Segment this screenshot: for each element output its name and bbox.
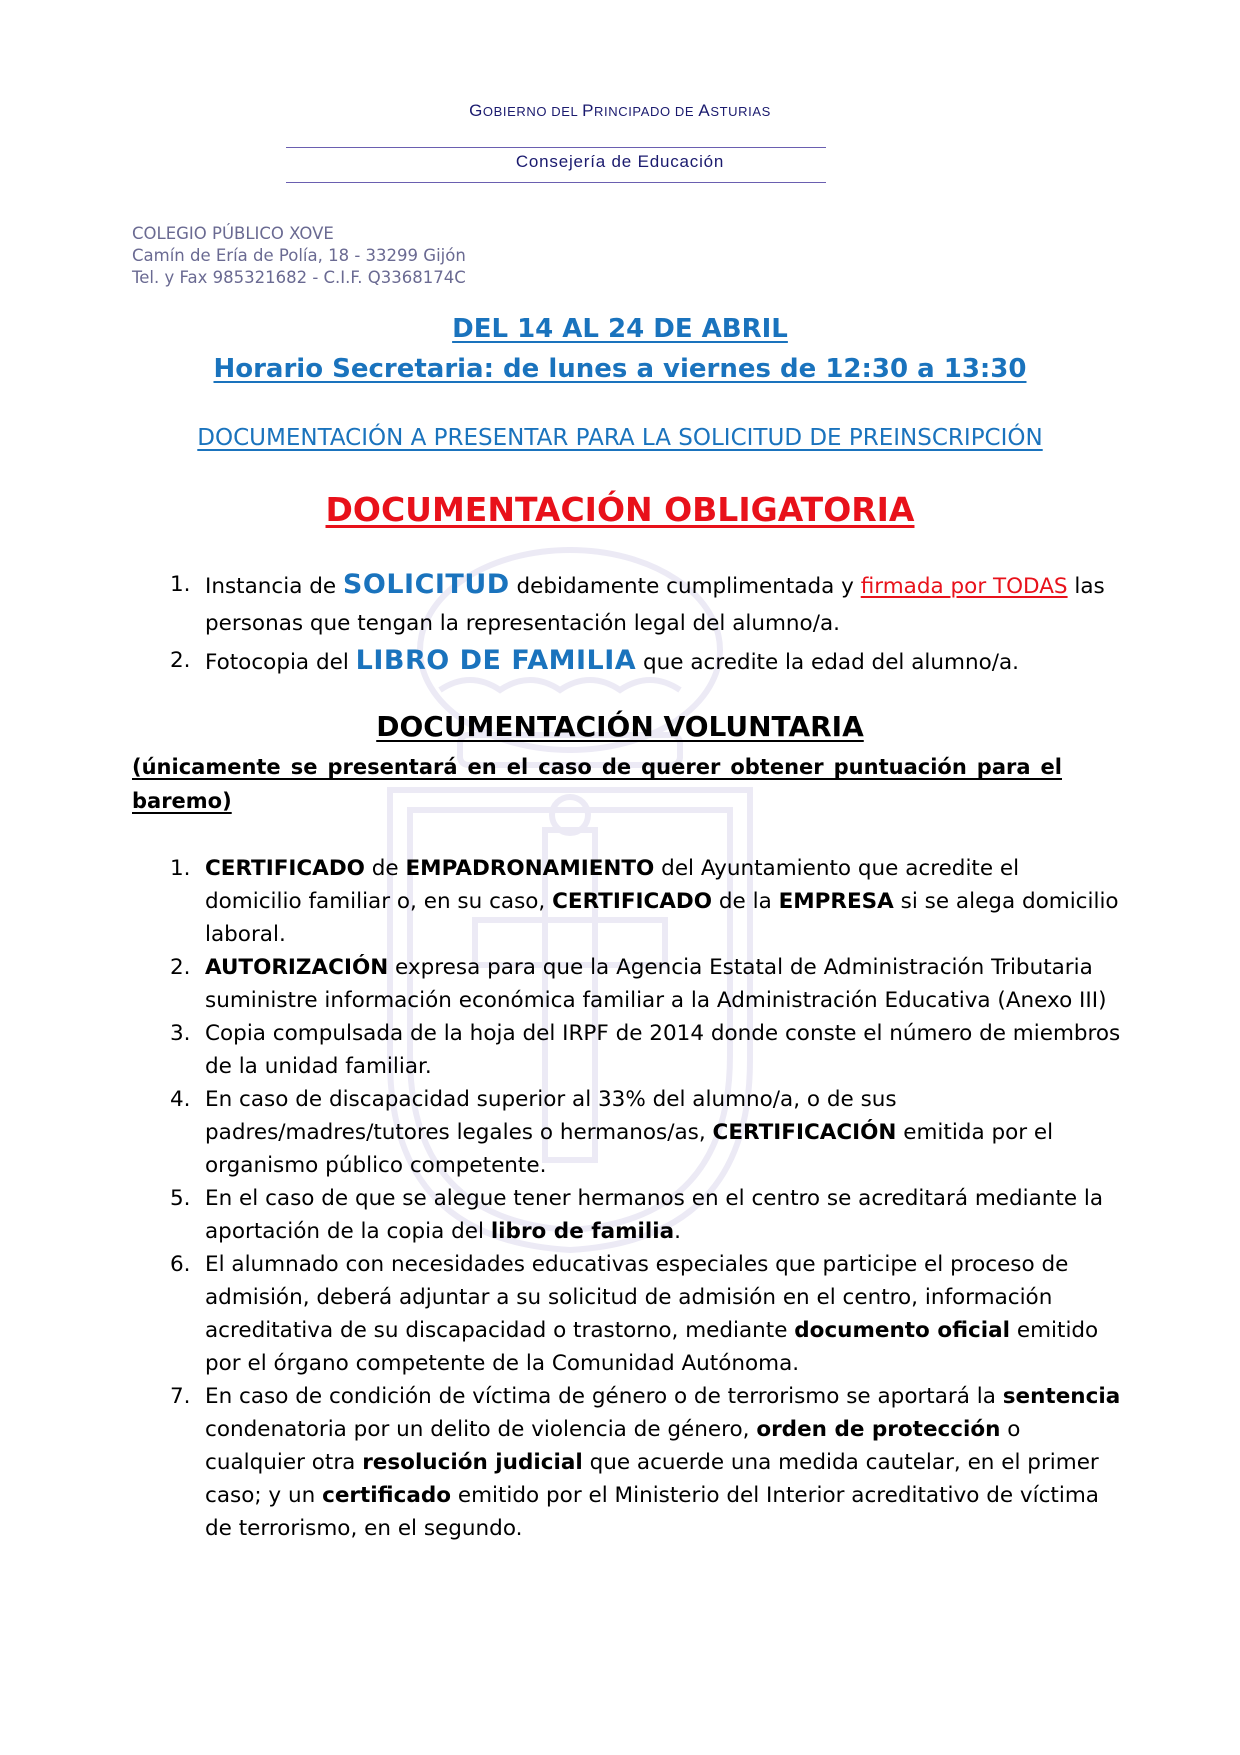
list-number: 5.: [170, 1186, 191, 1211]
emphasized-term: CERTIFICADO: [205, 856, 365, 881]
documents-heading: DOCUMENTACIÓN A PRESENTAR PARA LA SOLICITUD DE PREINSCRIPCIÓN: [197, 425, 1043, 451]
school-name: COLEGIO PÚBLICO XOVE: [132, 224, 334, 243]
item-text: emitido por el Ministerio del Interior acreditativo de víctima de terrorismo, en el segundo.: [205, 1483, 1099, 1541]
voluntary-title: DOCUMENTACIÓN VOLUNTARIA: [376, 710, 864, 743]
item-text: El alumnado con necesidades educativas especiales que participe el proceso de admisión, deberá adjuntar a su solicitud de admisión en el centro, información acreditativa de su discapacidad o trastorno, mediante: [205, 1252, 1069, 1343]
list-item: [132, 1248, 1122, 1380]
list-item: [132, 852, 1122, 951]
mandatory-list: [132, 566, 1122, 681]
emphasized-term: certificado: [322, 1483, 452, 1508]
item-text: .: [674, 1219, 681, 1244]
list-item: [132, 1017, 1122, 1083]
keyword-libro-de-familia: LIBRO DE FAMILIA: [355, 645, 637, 676]
department-name: Consejería de Educación: [515, 152, 725, 171]
keyword-solicitud: SOLICITUD: [342, 569, 510, 600]
emphasized-term: sentencia: [1002, 1384, 1121, 1409]
item-text: condenatoria por un delito de violencia de género,: [205, 1417, 757, 1442]
list-item: [132, 1380, 1122, 1545]
emphasized-term: AUTORIZACIÓN: [205, 955, 389, 980]
government-title: GOBIERNO DEL PRINCIPADO DE ASTURIAS: [469, 101, 771, 120]
list-number: 2.: [170, 955, 191, 980]
item-text: Copia compulsada de la hoja del IRPF de 2014 donde conste el número de miembros de la unidad familiar.: [205, 1021, 1121, 1079]
item-text: si se alega domicilio laboral.: [205, 889, 1119, 947]
list-number: 6.: [170, 1252, 191, 1277]
signature-requirement: firmada por TODAS: [860, 574, 1068, 599]
emphasized-term: documento oficial: [794, 1318, 1011, 1343]
item-text: En caso de condición de víctima de género o de terrorismo se aportará la: [205, 1384, 1003, 1409]
list-item: 1. Instancia de SOLICITUD debidamente cumplimentada y firmada por TODAS las personas que tengan la representación legal del alumno/a.: [170, 569, 1105, 636]
item-text: de la: [712, 889, 779, 914]
item-text: que acuerde una medida cautelar, en el primer caso; y un: [205, 1450, 1099, 1508]
voluntary-list: [132, 852, 1122, 1545]
header-divider-top: [286, 147, 826, 148]
list-number: 1.: [170, 856, 191, 881]
item-text: emitida por el organismo público competente.: [205, 1120, 1054, 1178]
school-info: [132, 223, 466, 289]
item-text: o cualquier otra: [205, 1417, 1021, 1475]
emphasized-term: resolución judicial: [362, 1450, 583, 1475]
item-text: En el caso de que se alegue tener hermanos en el centro se acreditará mediante la aportación de la copia del: [205, 1186, 1104, 1244]
list-item: [132, 1182, 1122, 1248]
list-item: [132, 951, 1122, 1017]
emphasized-term: CERTIFICACIÓN: [712, 1120, 897, 1145]
emphasized-term: EMPADRONAMIENTO: [405, 856, 655, 881]
list-number: 3.: [170, 1021, 191, 1046]
item-text: emitido por el órgano competente de la Comunidad Autónoma.: [205, 1318, 1099, 1376]
mandatory-title: DOCUMENTACIÓN OBLIGATORIA: [325, 490, 915, 529]
school-contact: Tel. y Fax 985321682 - C.I.F. Q3368174C: [132, 268, 466, 287]
emphasized-term: CERTIFICADO: [552, 889, 713, 914]
school-address: Camín de Ería de Polía, 18 - 33299 Gijón: [132, 246, 466, 265]
item-text: de: [364, 856, 406, 881]
schedule-hours: Horario Secretaria: de lunes a viernes de 12:30 a 13:30: [213, 354, 1027, 384]
list-item: 2. Fotocopia del LIBRO DE FAMILIA que acredite la edad del alumno/a.: [170, 645, 1019, 676]
emphasized-term: libro de familia: [490, 1219, 675, 1244]
schedule-dates: DEL 14 AL 24 DE ABRIL: [452, 314, 788, 344]
list-number: 4.: [170, 1087, 191, 1112]
list-number: 7.: [170, 1384, 191, 1409]
item-text: En caso de discapacidad superior al 33% del alumno/a, o de sus padres/madres/tutores legales o hermanos/as,: [205, 1087, 897, 1145]
emphasized-term: orden de protección: [756, 1417, 1001, 1442]
voluntary-note: (únicamente se presentará en el caso de querer obtener puntuación para el baremo): [132, 755, 1062, 813]
item-text: del Ayuntamiento que acredite el domicilio familiar o, en su caso,: [205, 856, 1020, 914]
list-item: [132, 1083, 1122, 1182]
item-text: expresa para que la Agencia Estatal de Administración Tributaria suministre información económica familiar a la Administración Educativa (Anexo III): [205, 955, 1107, 1013]
header-divider-bottom: [286, 182, 826, 183]
emphasized-term: EMPRESA: [778, 889, 894, 914]
